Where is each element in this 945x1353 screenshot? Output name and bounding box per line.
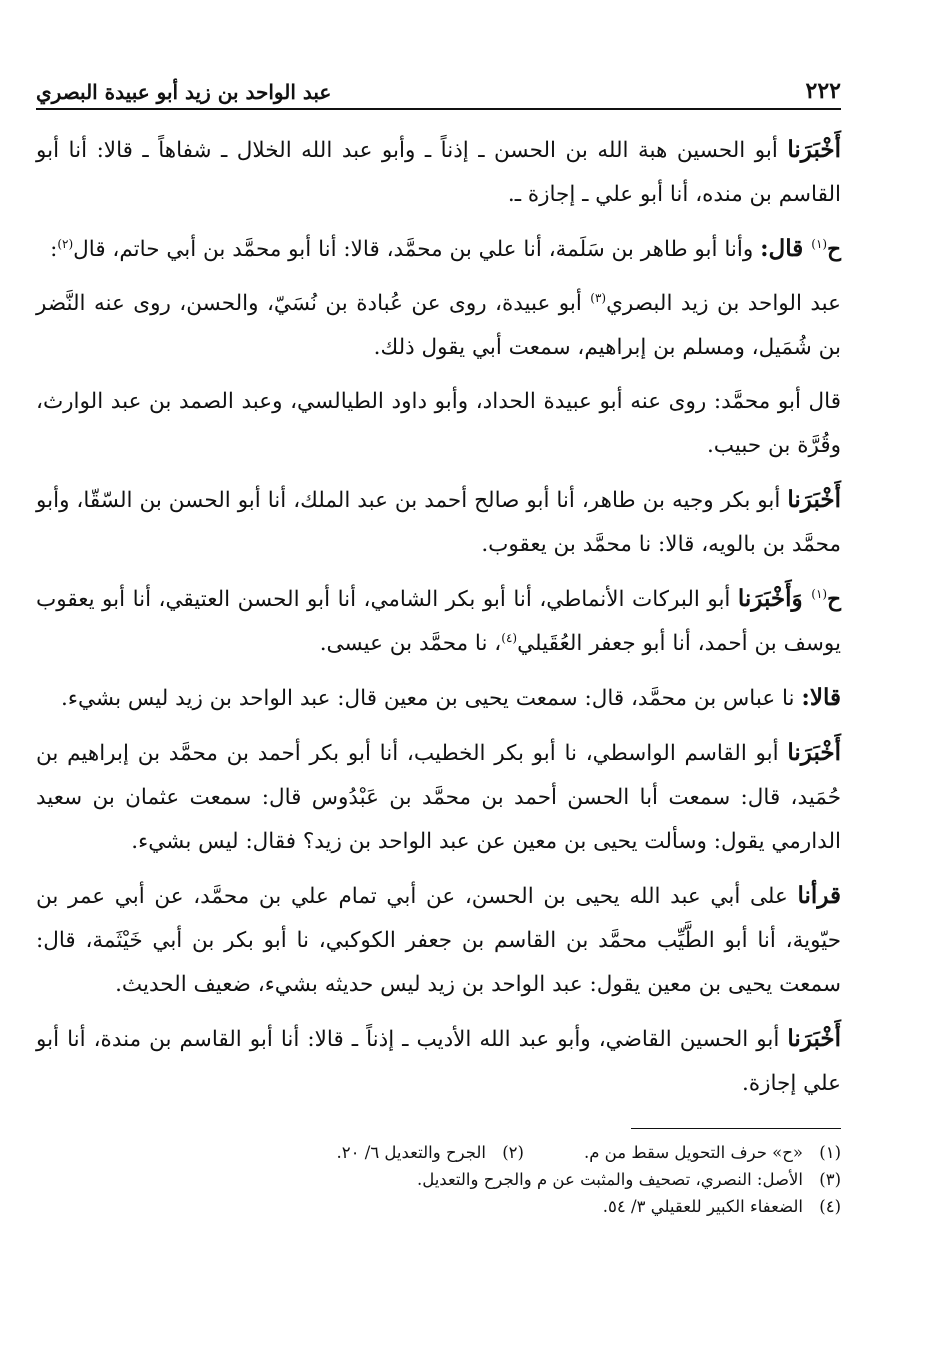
footnote-ref: (٢) [57,236,74,251]
paragraph-text: عبد الواحد بن زيد البصري [606,291,841,316]
paragraph-lead: أَخْبَرَنا [787,739,841,766]
footnote-ref: (٣) [590,290,607,305]
paragraph-text: أبو بكر وجيه بن طاهر، أنا أبو صالح أحمد بن عبد الملك، أنا أبو الحسن بن السّقّا، وأبو محمَّد بن بالويه، قالا: نا محمَّد بن يعقوب. [36,488,841,557]
paragraph-lead: قالا: [801,684,841,711]
footnote-row [36,1166,841,1193]
paragraph-lead: أَخْبَرَنا [787,486,841,513]
running-title: عبد الواحد بن زيد أبو عبيدة البصري [36,80,332,104]
paragraph-6 [36,577,841,666]
footnote-number: (١) [819,1143,841,1162]
paragraph-9 [36,874,841,1007]
footnote-ref: (١) [811,586,828,601]
paragraph-lead: قال: [760,235,812,262]
page-number: ٢٢٢ [805,78,841,104]
paragraph-10 [36,1017,841,1106]
paragraph-text: أبو الحسين القاضي، وأبو عبد الله الأديب ـ إذناً ـ قالا: أنا أبو القاسم بن مندة، أنا أبو علي إجازة. [36,1027,841,1096]
tahwil-marker: ح [827,237,841,262]
paragraph-4 [36,380,841,468]
paragraph-text: أبو القاسم الواسطي، نا أبو بكر الخطيب، أنا أبو بكر أحمد بن محمَّد بن إبراهيم بن حُمَيد، قال: سمعت أبا الحسن أحمد بن محمَّد بن عَبْدُوس قال: سمعت عثمان بن سعيد الدارمي يقول: وسألت يحيى بن معين عن عبد الواحد بن زيد؟ فقال: ليس بشيء. [36,741,841,854]
paragraph-7 [36,676,841,721]
footnote-4 [603,1193,841,1220]
footnote-divider [631,1128,841,1129]
footnote-2 [337,1139,524,1166]
footnote-row [36,1193,841,1220]
paragraph-text-end: : [50,237,58,262]
footnotes [36,1139,841,1220]
paragraph-text: أبو البركات الأنماطي، أنا أبو بكر الشامي، أنا أبو الحسن العتيقي، أنا أبو يعقوب يوسف بن أحمد، أنا أبو جعفر العُقَيلي [36,587,841,656]
paragraph-lead: قرأنا [797,882,841,909]
paragraph-text-end: ، نا محمَّد بن عيسى. [319,631,502,656]
footnote-text: الضعفاء الكبير للعقيلي ٣/ ٥٤. [602,1197,803,1216]
paragraph-5 [36,478,841,567]
footnote-text: الأصل: النصري، تصحيف والمثبت عن م والجرح والتعديل. [416,1170,803,1189]
paragraph-2 [36,227,841,272]
paragraph-1 [36,128,841,217]
paragraph-text: نا عباس بن محمَّد، قال: سمعت يحيى بن معين قال: عبد الواحد بن زيد ليس بشيء. [61,686,802,711]
body-text [36,128,841,1106]
paragraph-lead: أَخْبَرَنا [787,136,841,163]
footnote-1 [584,1139,841,1166]
footnote-text: «ح» حرف التحويل سقط من م. [583,1143,803,1162]
footnote-number: (٤) [819,1197,841,1216]
footnote-number: (٢) [502,1143,524,1162]
footnote-row [36,1139,841,1166]
paragraph-3 [36,282,841,370]
paragraph-8 [36,731,841,864]
tahwil-marker: ح [827,587,841,612]
paragraph-text-end: أبو عبيدة، روى عن عُبادة بن نُسَيّ، والحسن، روى عنه النَّضر بن شُمَيل، ومسلم بن إبراهيم، سمعت أبي يقول ذلك. [36,291,841,360]
paragraph-text: أبو الحسين هبة الله بن الحسن ـ إذناً ـ وأبو عبد الله الخلال ـ شفاهاً ـ قالا: أنا أبو القاسم بن منده، أنا أبو علي ـ إجازة ـ. [36,138,841,207]
footnote-ref: (٤) [501,630,518,645]
paragraph-lead: أَخْبَرَنا [787,1025,841,1052]
paragraph-lead: وَأَخْبَرَنا [737,585,812,612]
page [36,70,841,1220]
page-header [36,70,841,110]
footnote-ref: (١) [811,236,828,251]
paragraph-text: قال أبو محمَّد: روى عنه أبو عبيدة الحداد، وأبو داود الطيالسي، وعبد الصمد بن عبد الوارث، وقُرَّة بن حبيب. [36,389,841,458]
paragraph-text: على أبي عبد الله يحيى بن الحسن، عن أبي تمام علي بن محمَّد، عن أبي عمر بن حيّوية، أنا أبو الطَّيِّب محمَّد بن القاسم بن جعفر الكوكبي، نا أبو بكر بن أبي خَيْثَمة، قال: سمعت يحيى بن معين يقول: عبد الواحد بن زيد ليس حديثه بشيء، ضعيف الحديث. [36,884,841,997]
footnote-3 [417,1166,841,1193]
footnote-number: (٣) [819,1170,841,1189]
footnote-text: الجرح والتعديل ٦/ ٢٠. [336,1143,486,1162]
paragraph-text: وأنا أبو طاهر بن سَلَمة، أنا علي بن محمَّد، قالا: أنا أبو محمَّد بن أبي حاتم، قال [73,237,761,262]
